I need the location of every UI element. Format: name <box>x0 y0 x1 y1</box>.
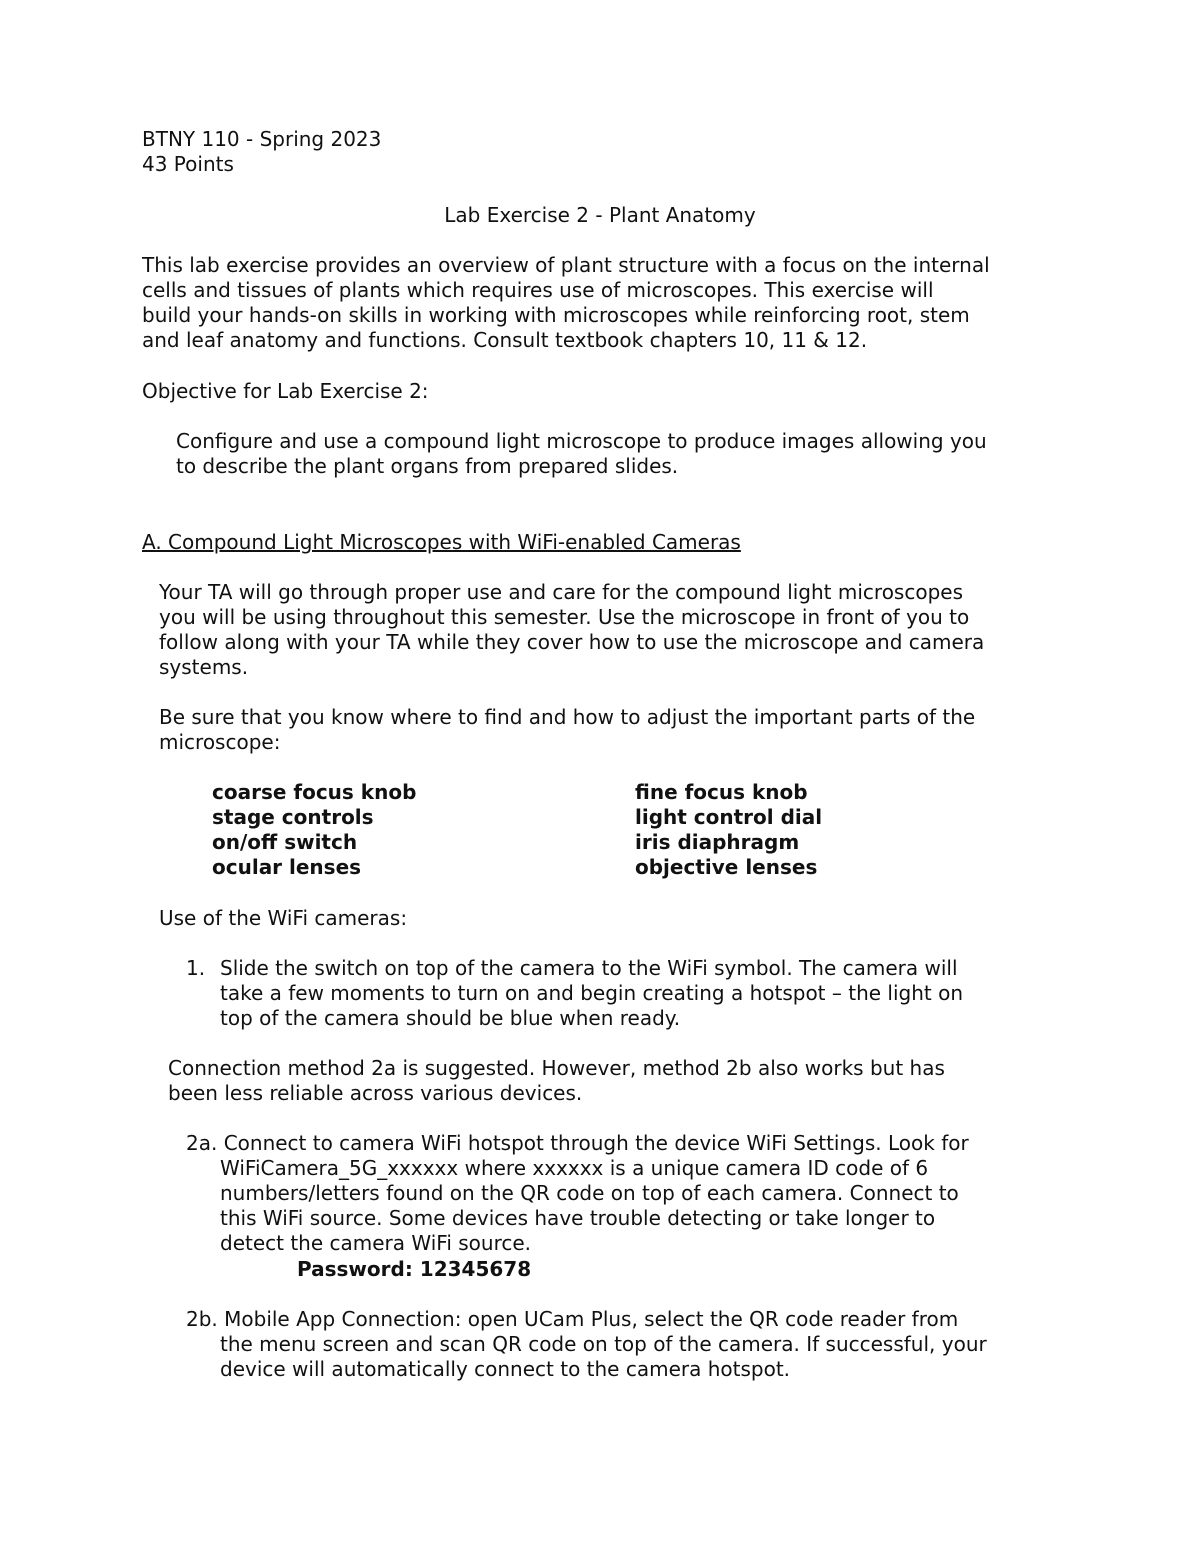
intro-line: cells and tissues of plants which requires use of microscopes. This exercise will <box>142 278 934 302</box>
step-1-line: take a few moments to turn on and begin creating a hotspot – the light on <box>220 981 964 1005</box>
ta-line: systems. <box>159 655 249 679</box>
connection-note-line: been less reliable across various devices. <box>168 1081 583 1105</box>
ta-line: you will be using throughout this semester. Use the microscope in front of you to <box>159 605 970 629</box>
part-item: stage controls <box>212 805 374 829</box>
intro-line: build your hands-on skills in working with microscopes while reinforcing root, stem <box>142 303 970 327</box>
ta-line: follow along with your TA while they cover how to use the microscope and camera <box>159 630 985 654</box>
step-2a-text <box>220 1156 959 1256</box>
part-item: iris diaphragm <box>635 830 800 854</box>
step-2b-first-line: 2b. Mobile App Connection: open UCam Plus, select the QR code reader from <box>186 1307 959 1331</box>
step-2b-text <box>220 1332 987 1382</box>
course-header <box>142 127 381 177</box>
parts-intro-line: Be sure that you know where to find and how to adjust the important parts of the <box>159 705 976 729</box>
part-item: objective lenses <box>635 855 818 879</box>
objective-line: to describe the plant organs from prepared slides. <box>176 454 679 478</box>
wifi-heading: Use of the WiFi cameras: <box>159 906 408 930</box>
intro-line: and leaf anatomy and functions. Consult textbook chapters 10, 11 & 12. <box>142 328 868 352</box>
step-1-number: 1. <box>186 956 206 980</box>
step-2a-line: this WiFi source. Some devices have trouble detecting or take longer to <box>220 1206 936 1230</box>
objective-text <box>176 429 987 479</box>
parts-list-right <box>635 780 822 880</box>
part-item: on/off switch <box>212 830 358 854</box>
part-item: light control dial <box>635 805 823 829</box>
step-1-line: top of the camera should be blue when ready. <box>220 1006 681 1030</box>
step-2b-line: the menu screen and scan QR code on top of the camera. If successful, your <box>220 1332 987 1356</box>
section-a-heading: A. Compound Light Microscopes with WiFi-enabled Cameras <box>142 530 741 554</box>
parts-intro-line: microscope: <box>159 730 281 754</box>
intro-line: This lab exercise provides an overview of plant structure with a focus on the internal <box>142 253 990 277</box>
part-item: ocular lenses <box>212 855 362 879</box>
step-2b-line: device will automatically connect to the camera hotspot. <box>220 1357 791 1381</box>
document-title: Lab Exercise 2 - Plant Anatomy <box>444 203 756 227</box>
ta-line: Your TA will go through proper use and care for the compound light microscopes <box>159 580 964 604</box>
course-title: BTNY 110 - Spring 2023 <box>142 127 382 151</box>
step-2a-first-line: 2a. Connect to camera WiFi hotspot through the device WiFi Settings. Look for <box>186 1131 969 1155</box>
objective-heading: Objective for Lab Exercise 2: <box>142 379 429 403</box>
objective-line: Configure and use a compound light microscope to produce images allowing you <box>176 429 987 453</box>
part-item: fine focus knob <box>635 780 808 804</box>
step-2a-line: numbers/letters found on the QR code on top of each camera. Connect to <box>220 1181 959 1205</box>
ta-paragraph <box>159 580 984 680</box>
step-2a-line: detect the camera WiFi source. <box>220 1231 532 1255</box>
connection-note-line: Connection method 2a is suggested. However, method 2b also works but has <box>168 1056 945 1080</box>
parts-list-left <box>212 780 416 880</box>
step-1-line: Slide the switch on top of the camera to the WiFi symbol. The camera will <box>220 956 958 980</box>
points-label: 43 Points <box>142 152 234 176</box>
step-1-text <box>220 956 963 1031</box>
part-item: coarse focus knob <box>212 780 417 804</box>
intro-paragraph <box>142 253 990 353</box>
connection-note <box>168 1056 945 1106</box>
parts-intro-paragraph <box>159 705 975 755</box>
step-2a-line: WiFiCamera_5G_xxxxxx where xxxxxx is a unique camera ID code of 6 <box>220 1156 929 1180</box>
wifi-password: Password: 12345678 <box>297 1257 532 1281</box>
